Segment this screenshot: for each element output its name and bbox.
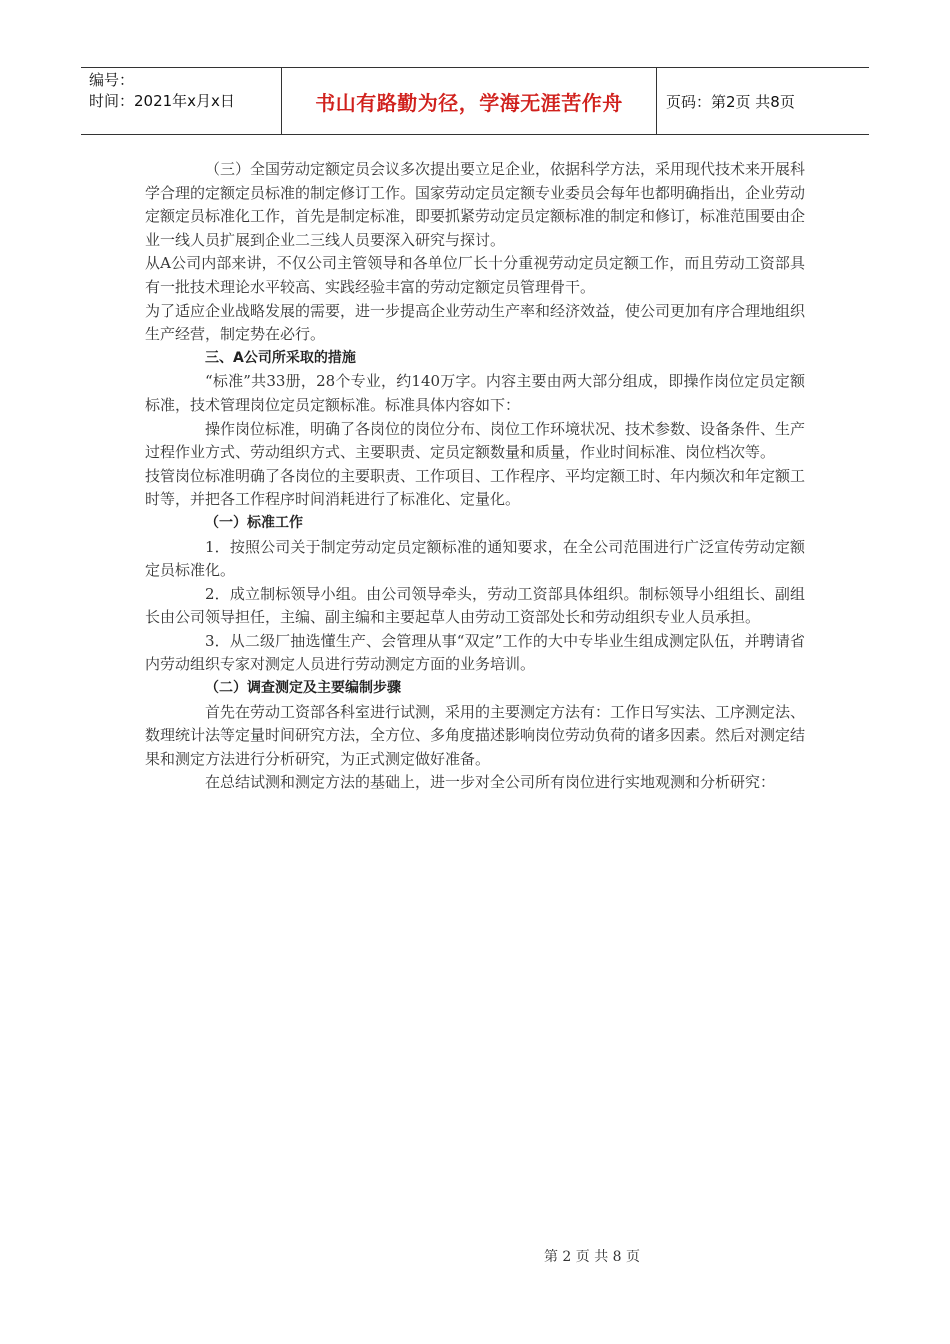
page-footer (0, 1246, 950, 1266)
document-number-label: 编号： (89, 71, 135, 89)
document-body (145, 158, 805, 795)
body-paragraph: （三）全国劳动定额定员会议多次提出要立足企业，依据科学方法，采用现代技术来开展科学合理的定额定员标准的制定修订工作。国家劳动定员定额专业委员会每年也都明确指出，企业劳动定额定员标准化工作，首先是制定标准，即要抓紧劳动定员定额标准的制定和修订，标准范围要由企业一线人员扩展到企业二三线人员要深入研究与探讨。 (145, 160, 806, 249)
subsection-heading: （二）调查测定及主要编制步骤 (205, 680, 401, 697)
body-paragraph: 为了适应企业战略发展的需要，进一步提高企业劳动生产率和经济效益，使公司更加有序合理地组织生产经营，制定势在必行。 (145, 301, 806, 344)
body-paragraph: 1．按照公司关于制定劳动定员定额标准的通知要求，在全公司范围进行广泛宣传劳动定额定员标准化。 (145, 537, 805, 580)
subsection-heading: （一）标准工作 (205, 514, 303, 531)
page-header (81, 67, 869, 135)
header-page-info: 页码：第2页 共8页 (666, 92, 795, 111)
body-paragraph: 3．从二级厂抽选懂生产、会管理从事“双定”工作的大中专毕业生组成测定队伍，并聘请省内劳动组织专家对测定人员进行劳动测定方面的业务培训。 (145, 631, 805, 674)
body-paragraph: 在总结试测和测定方法的基础上，进一步对全公司所有岗位进行实地观测和分析研究： (205, 773, 776, 792)
body-paragraph: 2．成立制标领导小组。由公司领导牵头，劳动工资部具体组织。制标领导小组组长、副组长由公司领导担任，主编、副主编和主要起草人由劳动工资部处长和劳动组织专业人员承担。 (145, 584, 805, 627)
header-motto-cell (282, 68, 657, 134)
body-paragraph: 操作岗位标准，明确了各岗位的岗位分布、岗位工作环境状况、技术参数、设备条件、生产过程作业方式、劳动组织方式、主要职责、定员定额数量和质量，作业时间标准、岗位档次等。 (145, 419, 806, 462)
header-meta-cell (81, 68, 282, 134)
body-paragraph: “标准”共33册，28个专业，约140万字。内容主要由两大部分组成，即操作岗位定员定额标准，技术管理岗位定员定额标准。标准具体内容如下： (145, 372, 805, 414)
header-page-cell (657, 68, 869, 134)
header-motto: 书山有路勤为径，学海无涯苦作舟 (315, 90, 623, 115)
section-heading: 三、A公司所采取的措施 (205, 349, 356, 366)
document-date-label: 时间：2021年x月x日 (89, 92, 235, 110)
body-paragraph: 技管岗位标准明确了各岗位的主要职责、工作项目、工作程序、平均定额工时、年内频次和年定额工时等，并把各工作程序时间消耗进行了标准化、定量化。 (145, 466, 806, 509)
body-paragraph: 首先在劳动工资部各科室进行试测，采用的主要测定方法有：工作日写实法、工序测定法、数理统计法等定量时间研究方法，全方位、多角度描述影响岗位劳动负荷的诸多因素。然后对测定结果和测定方法进行分析研究，为正式测定做好准备。 (145, 702, 806, 768)
body-paragraph: 从A公司内部来讲，不仅公司主管领导和各单位厂长十分重视劳动定员定额工作，而且劳动工资部具有一批技术理论水平较高、实践经验丰富的劳动定额定员管理骨干。 (145, 254, 805, 296)
footer-page-number: 第 2 页 共 8 页 (543, 1249, 641, 1265)
